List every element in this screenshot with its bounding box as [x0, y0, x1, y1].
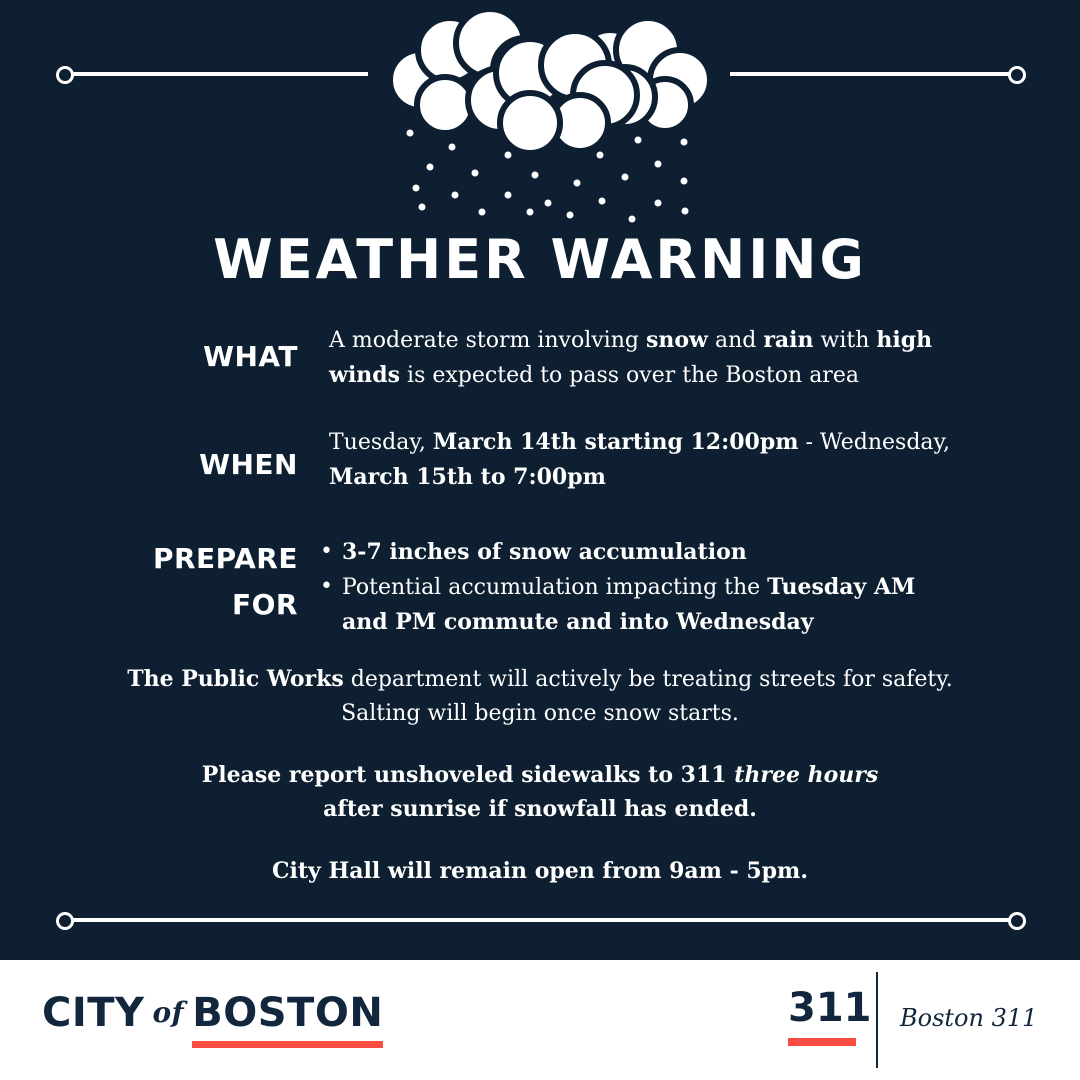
when-label: WHEN [199, 448, 298, 481]
snow-cloud-icon [380, 5, 720, 230]
city-of-boston-logo: CITY of BOSTON [42, 990, 384, 1036]
when-text: Tuesday, March 14th starting 12:00pm - Wednesday, March 15th to 7:00pm [329, 429, 951, 490]
what-label: WHAT [203, 340, 298, 373]
list-item: • Potential accumulation impacting the Tuesday AM and PM commute and into Wednesday [342, 570, 968, 640]
footer [0, 960, 1080, 1080]
top-rule-right [730, 72, 1012, 76]
bottom-rule [68, 918, 1012, 922]
footer-divider [876, 972, 878, 1068]
page-title: WEATHER WARNING [213, 228, 867, 291]
top-rule-left-end [56, 66, 74, 84]
bottom-rule-right-end [1008, 912, 1026, 930]
prepare-label-line1: PREPARE [152, 542, 298, 575]
prepare-label [100, 536, 298, 628]
public-works-text: The Public Works department will actively be treating streets for safety. Salting will begin once snow starts. [127, 666, 953, 726]
what-text: A moderate storm involving snow and rain with high winds is expected to pass over the Boston area [329, 327, 933, 388]
prepare-list [318, 535, 968, 640]
logo-311: 311 [788, 985, 872, 1031]
top-rule-right-end [1008, 66, 1026, 84]
logo-311-underline [788, 1038, 856, 1046]
boston-311-label: Boston 311 [900, 1004, 1038, 1032]
prepare-label-line2: FOR [232, 588, 298, 621]
list-item: • 3-7 inches of snow accumulation [342, 535, 968, 570]
top-rule-left [68, 72, 368, 76]
bottom-rule-left-end [56, 912, 74, 930]
report-text: Please report unshoveled sidewalks to 311 three hours after sunrise if snowfall has ended. [201, 762, 879, 822]
city-hall-text: City Hall will remain open from 9am - 5pm. [272, 858, 808, 884]
